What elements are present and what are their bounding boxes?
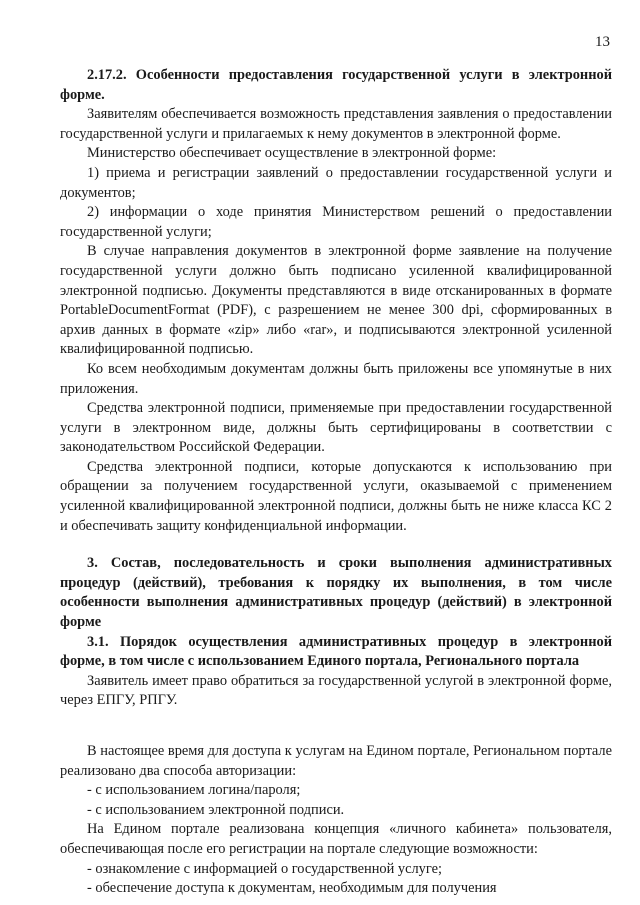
- list-item: - с использованием электронной подписи.: [87, 801, 345, 818]
- paragraph: Средства электронной подписи, которые допускаются к использованию при обращении за получением государственной услуги, оказываемой с применением усиленной квалифицированной электронной подписи, должны быть не ниже класса КС 2 и обеспечивать защиту конфиденциальной информации.: [60, 458, 612, 534]
- section-heading-3: 3. Состав, последовательность и сроки выполнения административных процедур (действий), требования к порядку их выполнения, в том числе особенности выполнения административных процедур (действий) в электронной форме: [60, 555, 612, 631]
- page-number: 13: [595, 34, 610, 50]
- paragraph: Заявитель имеет право обратиться за государственной услугой в электронной форме, через ЕПГУ, РПГУ.: [60, 672, 612, 709]
- paragraph: Средства электронной подписи, применяемые при предоставлении государственной услуги в электронном виде, должны быть сертифицированы в соответствии с законодательством Российской Федерации.: [60, 400, 612, 456]
- paragraph: Ко всем необходимым документам должны быть приложены все упомянутые в них приложения.: [60, 360, 612, 397]
- paragraph: Министерство обеспечивает осуществление в электронной форме:: [87, 145, 497, 162]
- list-item: - с использованием логина/пароля;: [87, 782, 301, 799]
- list-item: - ознакомление с информацией о государственной услуге;: [87, 860, 442, 877]
- paragraph: На Едином портале реализована концепция «личного кабинета» пользователя, обеспечивающая после его регистрации на портале следующие возможности:: [60, 821, 612, 857]
- section-heading-2-17-2: 2.17.2. Особенности предоставления государственной услуги в электронной форме.: [60, 67, 612, 103]
- paragraph: В настоящее время для доступа к услугам на Едином портале, Региональном портале реализовано два способа авторизации:: [60, 743, 612, 779]
- subsection-heading-3-1: 3.1. Порядок осуществления административных процедур в электронной форме, в том числе с использованием Единого портала, Регионального портала: [60, 633, 612, 670]
- paragraph: В случае направления документов в электронной форме заявление на получение государственной услуги должно быть подписано усиленной квалифицированной электронной подписью. Документы представляются в виде отсканированных в формате PortableDocumentFormat (PDF), с разрешением не менее 300 dpi, сформированных в архив данных в формате «zip» либо «rar», и подписываются электронной усиленной квалифицированной подписью.: [60, 243, 612, 358]
- list-item: - обеспечение доступа к документам, необходимым для получения: [87, 880, 497, 897]
- paragraph: 2) информации о ходе принятия Министерством решений о предоставлении государственной услуги;: [60, 204, 612, 240]
- paragraph: 1) приема и регистрации заявлений о предоставлении государственной услуги и документов;: [60, 164, 612, 201]
- document-body: [60, 66, 612, 899]
- paragraph: Заявителям обеспечивается возможность представления заявления о предоставлении государственной услуги и прилагаемых к нему документов в электронной форме.: [60, 106, 612, 142]
